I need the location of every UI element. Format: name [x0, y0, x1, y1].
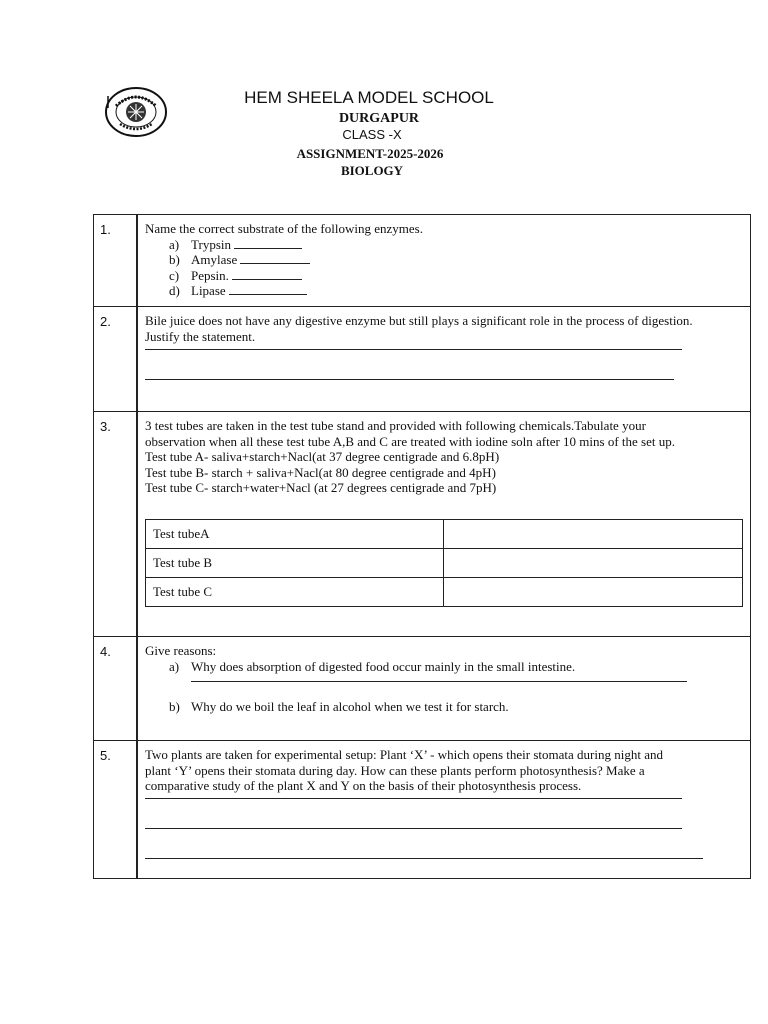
question-body [137, 637, 751, 741]
question-number: 1. [100, 222, 111, 237]
table-cell-answer[interactable] [444, 519, 743, 548]
answer-line[interactable] [145, 797, 682, 799]
question-text-line: comparative study of the plant X and Y on the basis of their photosynthesis process. [145, 778, 582, 793]
list-item [145, 659, 744, 675]
list-item [145, 699, 744, 715]
answer-blank[interactable] [232, 268, 302, 280]
table-row [146, 577, 743, 606]
list-item [145, 268, 744, 284]
question-number-cell [94, 307, 138, 412]
question-body [137, 741, 751, 879]
question-text-line: Test tube B- starch + saliva+Nacl(at 80 degree centigrade and 4pH) [145, 464, 496, 480]
question-text-line: Bile juice does not have any digestive enzyme but still plays a significant role in the process of digestion. [145, 313, 693, 328]
question-text-line: Test tube A- saliva+starch+Nacl(at 37 degree centigrade and 6.8pH) [145, 449, 500, 464]
question-body [137, 307, 751, 412]
question-row [94, 307, 751, 412]
question-text-line: Justify the statement. [145, 328, 256, 344]
question-row [94, 215, 751, 307]
table-cell-answer[interactable] [444, 577, 743, 606]
question-body [137, 215, 751, 307]
item-text: Amylase [191, 252, 238, 267]
table-cell-answer[interactable] [444, 548, 743, 577]
table-row [146, 548, 743, 577]
school-name: HEM SHEELA MODEL SCHOOL [244, 88, 494, 107]
observation-table [145, 519, 743, 607]
list-item [145, 252, 744, 268]
question-text-line: 3 test tubes are taken in the test tube stand and provided with following chemicals.Tabulate your [145, 418, 646, 433]
class-label: CLASS -X [342, 127, 402, 142]
question-number: 4. [100, 644, 111, 659]
item-text: Trypsin [191, 236, 231, 252]
answer-line[interactable] [191, 680, 687, 682]
table-row [146, 519, 743, 548]
item-text: Why do we boil the leaf in alcohol when we test it for starch. [191, 699, 509, 714]
answer-line[interactable] [145, 378, 674, 380]
question-row [94, 412, 751, 637]
assignment-title: ASSIGNMENT-2025-2026 [296, 146, 444, 161]
table-cell-label: Test tube B [146, 548, 444, 577]
question-number-cell [94, 637, 138, 741]
question-text-line: plant ‘Y’ opens their stomata during day. How can these plants perform photosynthesis? Make a [145, 762, 645, 778]
table-cell-label: Test tube C [146, 577, 444, 606]
question-number: 5. [100, 748, 111, 763]
question-prompt: Give reasons: [145, 643, 217, 658]
item-text: Pepsin. [191, 267, 229, 283]
question-body [137, 412, 751, 637]
list-item [145, 237, 744, 253]
question-number: 3. [100, 419, 111, 434]
question-text-line: Test tube C- starch+water+Nacl (at 27 degrees centigrade and 7pH) [145, 480, 497, 495]
question-prompt: Name the correct substrate of the following enzymes. [145, 221, 423, 236]
school-city: DURGAPUR [338, 111, 420, 126]
item-text: Lipase [191, 283, 226, 298]
answer-blank[interactable] [234, 237, 302, 249]
question-number-cell [94, 412, 138, 637]
answer-blank[interactable] [240, 252, 310, 264]
item-label: a) [169, 658, 180, 674]
subject-title: BIOLOGY [340, 163, 404, 178]
item-label: b) [169, 699, 180, 714]
item-text: Why does absorption of digested food occur mainly in the small intestine. [191, 658, 576, 674]
question-number: 2. [100, 314, 111, 329]
answer-blank[interactable] [229, 283, 307, 295]
question-row [94, 637, 751, 741]
answer-line[interactable] [145, 857, 703, 859]
table-cell-label: Test tubeA [146, 519, 444, 548]
questions-table [93, 214, 751, 879]
question-row [94, 741, 751, 879]
question-number-cell [94, 741, 138, 879]
question-number-cell [94, 215, 138, 307]
item-label: a) [169, 236, 180, 252]
list-item [145, 283, 744, 299]
answer-line[interactable] [145, 827, 682, 829]
item-label: b) [169, 252, 180, 267]
item-label: d) [169, 283, 180, 298]
answer-line[interactable] [145, 348, 682, 350]
question-text-line: Two plants are taken for experimental setup: Plant ‘X’ - which opens their stomata during night and [145, 747, 663, 762]
question-text-line: observation when all these test tube A,B and C are treated with iodine soln after 10 mins of the set up. [145, 433, 675, 449]
item-label: c) [169, 267, 180, 283]
